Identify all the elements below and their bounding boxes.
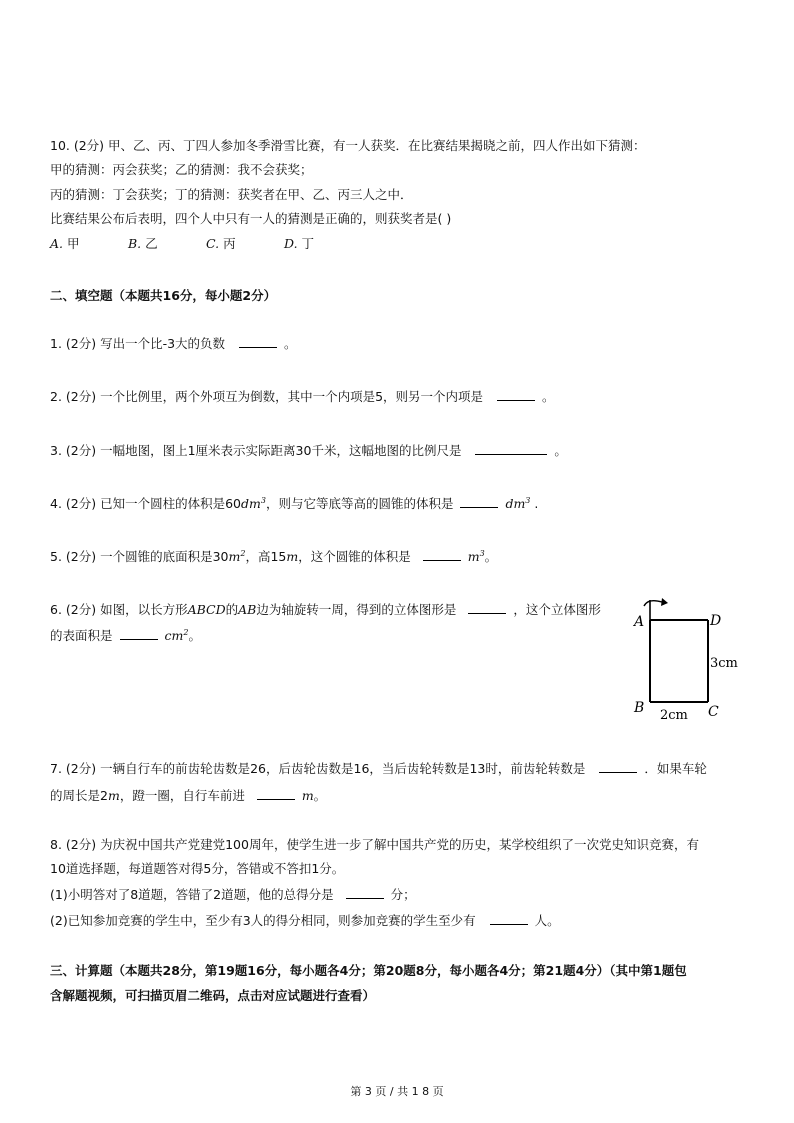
option-d[interactable]: D. 丁 bbox=[284, 236, 315, 251]
arrowhead-icon bbox=[661, 598, 668, 606]
fill-q6-line-1: 6. (2分) 如图，以长方形ABCD的AB边为轴旋转一周，得到的立体图形是 ，这个立体图形 bbox=[50, 602, 601, 617]
answer-blank[interactable] bbox=[599, 760, 637, 773]
fill-q6-line-2: 的表面积是 $cm^2$。 bbox=[50, 627, 201, 643]
option-b[interactable]: B. 乙 bbox=[128, 236, 158, 251]
fill-q7-line-2: 的周长是2m，蹬一圈，自行车前进 m。 bbox=[50, 788, 327, 803]
q10-line-4: 比赛结果公布后表明，四个人中只有一人的猜测是正确的，则获奖者是( ) bbox=[50, 211, 452, 226]
fill-q1: 1. (2分) 写出一个比-3大的负数 。 bbox=[50, 336, 297, 351]
answer-blank[interactable] bbox=[257, 787, 295, 800]
answer-blank[interactable] bbox=[468, 601, 506, 614]
fill-q8-part-1: (1)小明答对了8道题，答错了2道题，他的总得分是 分； bbox=[50, 887, 416, 902]
fill-q8-part-2: (2)已知参加竞赛的学生中，至少有3人的得分相同，则参加竞赛的学生至少有 人。 bbox=[50, 913, 560, 928]
label-3cm: 3cm bbox=[710, 656, 738, 671]
answer-blank[interactable] bbox=[497, 388, 535, 401]
answer-blank[interactable] bbox=[460, 495, 498, 508]
answer-blank[interactable] bbox=[239, 335, 277, 348]
label-d: D bbox=[710, 613, 722, 629]
fill-q3: 3. (2分) 一幅地图，图上1厘米表示实际距离30千米，这幅地图的比例尺是 。 bbox=[50, 443, 567, 458]
answer-blank[interactable] bbox=[475, 442, 547, 455]
section-3-title-line-2: 含解题视频，可扫描页眉二维码，点击对应试题进行查看） bbox=[50, 988, 376, 1003]
q10-line-2: 甲的猜测：丙会获奖；乙的猜测：我不会获奖； bbox=[50, 162, 313, 177]
fill-q4: 4. (2分) 已知一个圆柱的体积是$60dm^3$，则与它等底等高的圆锥的体积是 $dm^3$ . bbox=[50, 495, 539, 511]
section-2-title: 二、填空题（本题共16分，每小题2分） bbox=[50, 288, 277, 303]
fill-q8-line-2: 10道选择题，每道题答对得5分，答错或不答扣1分。 bbox=[50, 861, 345, 876]
answer-blank[interactable] bbox=[120, 627, 158, 640]
answer-blank[interactable] bbox=[346, 886, 384, 899]
fill-q2: 2. (2分) 一个比例里，两个外项互为倒数，其中一个内项是5，则另一个内项是 。 bbox=[50, 389, 555, 404]
q10-options bbox=[50, 236, 314, 252]
fill-q7-line-1: 7. (2分) 一辆自行车的前齿轮齿数是26，后齿轮齿数是16，当后齿轮转数是13时，前齿轮转数是 ．如果车轮 bbox=[50, 761, 707, 776]
section-3-title-line-1: 三、计算题（本题共28分，第19题16分，每小题各4分；第20题8分，每小题各4分；第21题4分）（其中第1题包 bbox=[50, 963, 687, 978]
fill-q8-line-1: 8. (2分) 为庆祝中国共产党建党100周年，使学生进一步了解中国共产党的历史，某学校组织了一次党史知识竞赛，有 bbox=[50, 837, 699, 852]
answer-blank[interactable] bbox=[490, 912, 528, 925]
fill-q5: 5. (2分) 一个圆锥的底面积是$30m^2$，高15m，这个圆锥的体积是 $m^3$。 bbox=[50, 548, 498, 564]
page-footer: 第 3 页 / 共 1 8 页 bbox=[350, 1085, 444, 1098]
label-2cm: 2cm bbox=[660, 708, 688, 723]
q10-line-1: 10. (2分) 甲、乙、丙、丁四人参加冬季滑雪比赛，有一人获奖．在比赛结果揭晓之前，四人作出如下猜测： bbox=[50, 138, 646, 153]
label-c: C bbox=[708, 704, 719, 720]
answer-blank[interactable] bbox=[423, 548, 461, 561]
rotation-arrow-icon bbox=[644, 601, 662, 606]
q10-line-3: 丙的猜测：丁会获奖；丁的猜测：获奖者在甲、乙、丙三人之中． bbox=[50, 187, 413, 202]
option-a[interactable]: A. 甲 bbox=[50, 236, 80, 251]
option-c[interactable]: C. 丙 bbox=[206, 236, 236, 251]
rectangle-figure bbox=[626, 592, 756, 724]
label-a: A bbox=[634, 614, 645, 630]
label-b: B bbox=[634, 700, 645, 716]
